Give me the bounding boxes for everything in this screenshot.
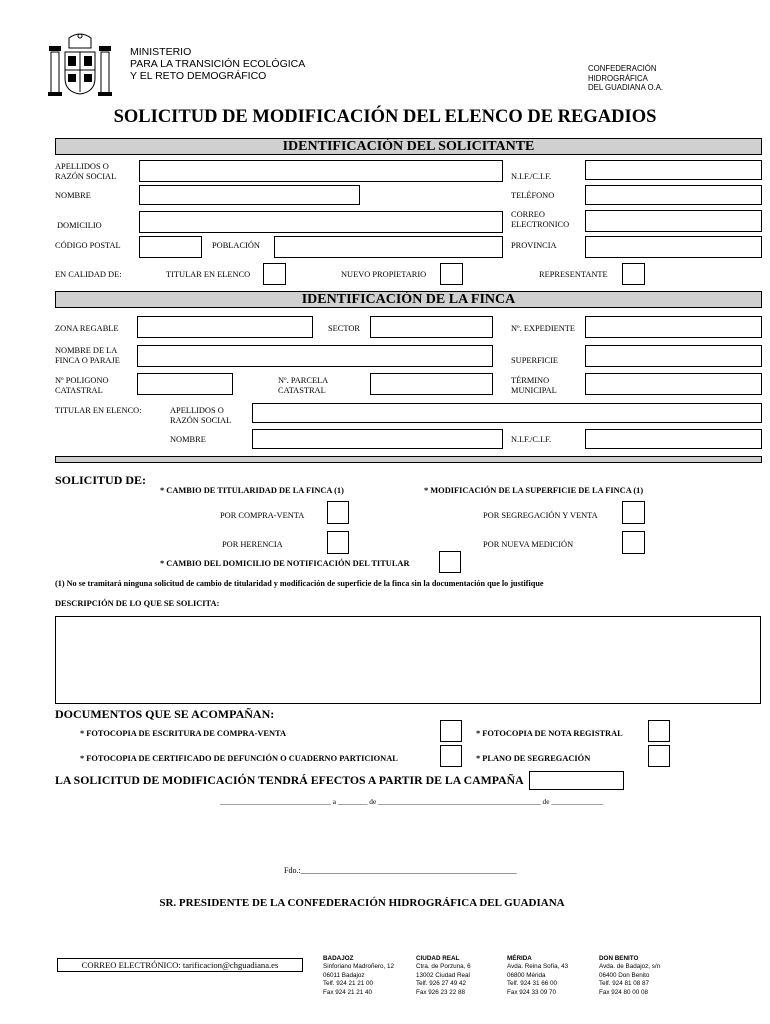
- office-ciudad-real: CIUDAD REAL Ctra. de Porzuna, 6 13002 Ciudad Real Telf. 926 27 49 42 Fax 926 23 22 88: [416, 955, 471, 996]
- documentation-note: (1) No se tramitará ninguna solicitud de cambio de titularidad y modificación de superficie de la finca sin la documentación que lo justifique: [55, 579, 544, 588]
- holder-surname-label: APELLIDOS O RAZÓN SOCIAL: [170, 406, 232, 425]
- segregation-plan-checkbox[interactable]: [648, 745, 670, 767]
- email-field[interactable]: [585, 210, 762, 232]
- description-label: DESCRIPCIÓN DE LO QUE SE SOLICITA:: [55, 599, 220, 608]
- address-label: DOMICILIO: [57, 221, 102, 230]
- by-segregation-label: POR SEGREGACIÓN Y VENTA: [483, 511, 598, 520]
- town-label: POBLACIÓN: [212, 241, 260, 250]
- municipality-label: TÉRMINO MUNICIPAL: [511, 376, 557, 395]
- area-label: SUPERFICIE: [511, 356, 559, 365]
- by-sale-checkbox[interactable]: [327, 501, 349, 524]
- address-change-checkbox[interactable]: [439, 551, 461, 573]
- sector-field[interactable]: [370, 316, 493, 338]
- file-label: Nº. EXPEDIENTE: [511, 324, 576, 333]
- registry-checkbox[interactable]: [648, 720, 670, 742]
- zone-label: ZONA REGABLE: [55, 324, 119, 333]
- campaign-field[interactable]: [529, 771, 624, 790]
- polygon-label: Nº POLIGONO CATASTRAL: [55, 376, 109, 395]
- holder-label: TITULAR EN ELENCO:: [55, 406, 142, 415]
- address-change-label: * CAMBIO DEL DOMICILIO DE NOTIFICACIÓN DEL TITULAR: [160, 559, 410, 568]
- by-segregation-checkbox[interactable]: [622, 501, 645, 524]
- area-field[interactable]: [585, 345, 762, 367]
- ministry-name: MINISTERIO PARA LA TRANSICIÓN ECOLÓGICA Y EL RETO DEMOGRÁFICO: [130, 46, 306, 82]
- province-field[interactable]: [585, 236, 762, 258]
- parcel-label: Nº. PARCELA CATASTRAL: [278, 376, 329, 395]
- coat-of-arms-icon: [45, 32, 115, 102]
- address-field[interactable]: [139, 211, 503, 233]
- applicant-heading: IDENTIFICACIÓN DEL SOLICITANTE: [55, 138, 762, 155]
- registry-label: * FOTOCOPIA DE NOTA REGISTRAL: [476, 729, 623, 738]
- municipality-field[interactable]: [585, 373, 762, 395]
- province-label: PROVINCIA: [511, 241, 557, 250]
- zone-field[interactable]: [137, 316, 313, 338]
- file-field[interactable]: [585, 316, 762, 338]
- effect-statement: LA SOLICITUD DE MODIFICACIÓN TENDRÁ EFECTOS A PARTIR DE LA CAMPAÑA: [55, 773, 524, 787]
- by-new-measure-checkbox[interactable]: [622, 531, 645, 554]
- sector-label: SECTOR: [328, 324, 360, 333]
- postal-code-label: CÓDIGO POSTAL: [55, 241, 121, 250]
- agency-name: CONFEDERACIÓN HIDROGRÁFICA DEL GUADIANA O.A.: [588, 64, 664, 92]
- date-line: ______________________________ a ________ de ____________________________________________ de ______________: [220, 797, 604, 806]
- deed-label: * FOTOCOPIA DE ESCRITURA DE COMPRA-VENTA: [80, 729, 287, 738]
- signature-line: Fdo.:______________________________________________________: [284, 866, 517, 875]
- nif-field[interactable]: [585, 160, 762, 180]
- holder-surname-field[interactable]: [252, 403, 762, 423]
- footer-email: CORREO ELECTRÓNICO: tarificacion@chguadiana.es: [57, 958, 303, 972]
- name-field[interactable]: [139, 185, 360, 205]
- deed-checkbox[interactable]: [440, 720, 462, 742]
- postal-code-field[interactable]: [139, 236, 202, 258]
- section-divider: [55, 456, 762, 463]
- addressee: SR. PRESIDENTE DE LA CONFEDERACIÓN HIDROGRÁFICA DEL GUADIANA: [159, 897, 565, 909]
- office-badajoz: BADAJOZ Sinforiano Madroñero, 12 06011 Badajoz Telf. 924 21 21 00 Fax 924 21 21 40: [323, 955, 395, 996]
- capacity-new-owner-label: NUEVO PROPIETARIO: [341, 270, 427, 279]
- documents-heading: DOCUMENTOS QUE SE ACOMPAÑAN:: [55, 707, 275, 721]
- holder-nif-field[interactable]: [585, 429, 762, 449]
- parcel-field[interactable]: [370, 373, 493, 395]
- email-label: CORREO ELECTRONICO: [511, 210, 570, 229]
- by-new-measure-label: POR NUEVA MEDICIÓN: [483, 540, 574, 549]
- holder-name-label: NOMBRE: [170, 435, 206, 444]
- surname-field[interactable]: [139, 160, 503, 182]
- office-don-benito: DON BENITO Avda. de Badajoz, s/n 06400 Don Benito Telf. 924 81 08 87 Fax 924 80 00 08: [599, 955, 661, 996]
- by-inheritance-label: POR HERENCIA: [222, 540, 283, 549]
- farm-name-field[interactable]: [137, 345, 493, 367]
- holder-name-field[interactable]: [252, 429, 503, 449]
- farm-heading: IDENTIFICACIÓN DE LA FINCA: [55, 291, 762, 308]
- capacity-holder-label: TITULAR EN ELENCO: [166, 270, 251, 279]
- holder-nif-label: N.I.F./C.I.F.: [511, 435, 552, 444]
- phone-field[interactable]: [585, 185, 762, 205]
- area-change-label: * MODIFICACIÓN DE LA SUPERFICIE DE LA FINCA (1): [424, 486, 644, 495]
- office-merida: MÉRIDA Avda. Reina Sofía, 43 06800 Mérida Telf. 924 31 66 00 Fax 924 33 09 70: [507, 955, 569, 996]
- town-field[interactable]: [274, 236, 503, 258]
- death-cert-label: * FOTOCOPIA DE CERTIFICADO DE DEFUNCIÓN O CUADERNO PARTICIONAL: [80, 754, 398, 763]
- by-inheritance-checkbox[interactable]: [327, 531, 349, 554]
- surname-label: APELLIDOS O RAZÓN SOCIAL: [55, 162, 117, 181]
- capacity-representative-label: REPRESENTANTE: [539, 270, 608, 279]
- capacity-holder-checkbox[interactable]: [263, 263, 286, 285]
- description-textarea[interactable]: [55, 616, 761, 704]
- name-label: NOMBRE: [55, 191, 91, 200]
- farm-name-label: NOMBRE DE LA FINCA O PARAJE: [55, 346, 120, 365]
- capacity-representative-checkbox[interactable]: [622, 263, 645, 285]
- ownership-change-label: * CAMBIO DE TITULARIDAD DE LA FINCA (1): [160, 486, 344, 495]
- form-title: SOLICITUD DE MODIFICACIÓN DEL ELENCO DE REGADIOS: [113, 107, 657, 127]
- by-sale-label: POR COMPRA-VENTA: [220, 511, 305, 520]
- capacity-label: EN CALIDAD DE:: [55, 270, 122, 279]
- death-cert-checkbox[interactable]: [440, 745, 462, 767]
- polygon-field[interactable]: [137, 373, 233, 395]
- phone-label: TELÉFONO: [511, 191, 555, 200]
- nif-label: N.I.F./C.I.F.: [511, 172, 552, 181]
- request-heading: SOLICITUD DE:: [55, 473, 147, 487]
- capacity-new-owner-checkbox[interactable]: [440, 263, 463, 285]
- segregation-plan-label: * PLANO DE SEGREGACIÓN: [476, 754, 591, 763]
